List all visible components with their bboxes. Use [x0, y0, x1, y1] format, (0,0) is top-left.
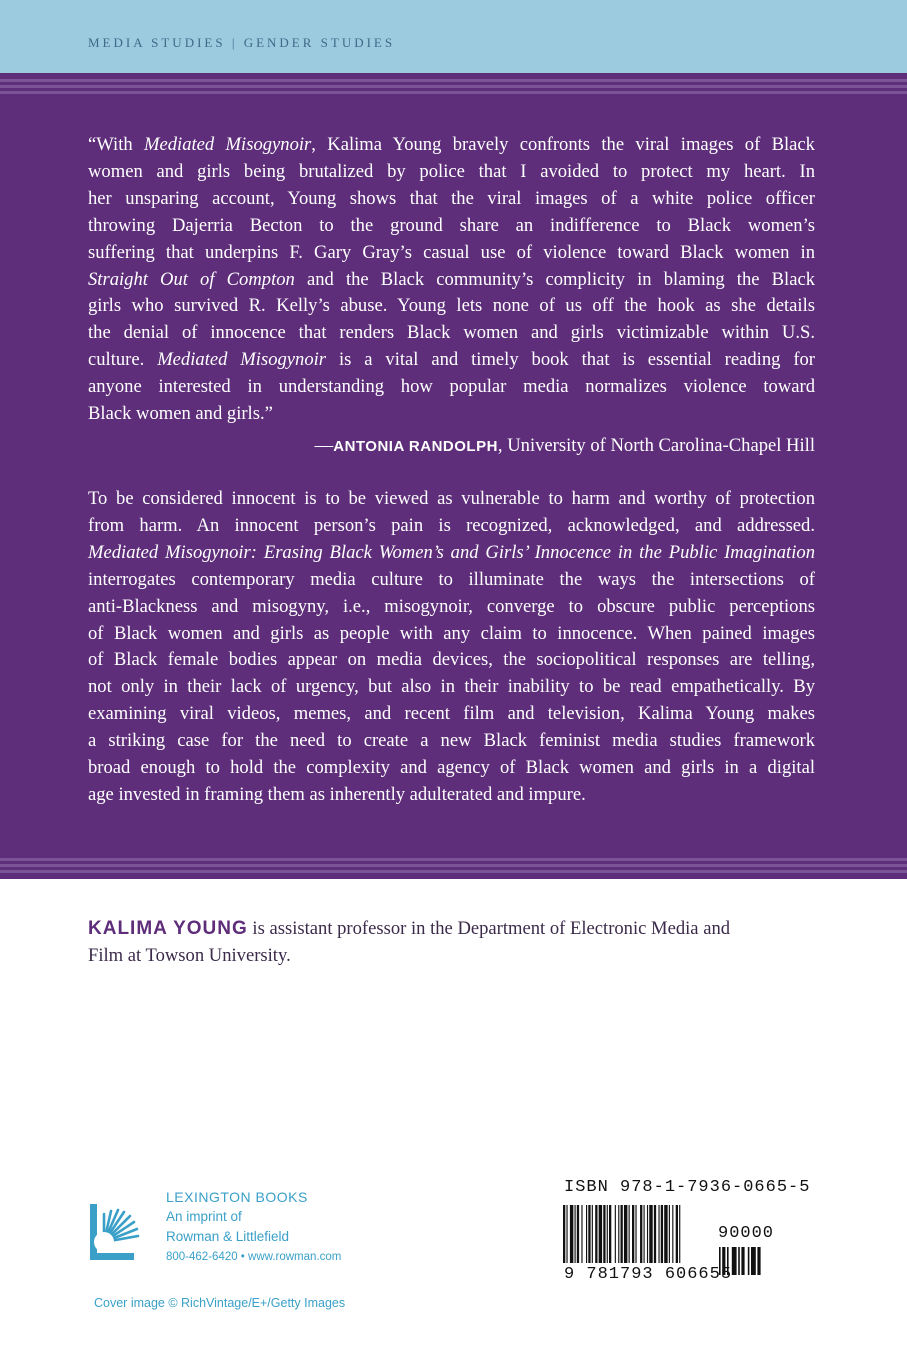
description-line: examining viral videos, memes, and recent film and television, Kalima Young makes	[88, 703, 815, 725]
description-line: of Black women and girls as people with any claim to innocence. When pained images	[88, 622, 815, 644]
quote-line: the denial of innocence that renders Black women and girls victimizable within U.S.	[88, 322, 815, 344]
description-line: interrogates contemporary media culture to illuminate the ways the intersections of	[88, 568, 815, 590]
decorative-stripe	[0, 870, 907, 873]
italic-title: Mediated Misogynoir	[157, 349, 327, 371]
quote-line: Black women and girls.”	[88, 403, 273, 425]
decorative-stripe	[0, 85, 907, 88]
italic-title: Straight Out of Compton	[88, 268, 295, 290]
author-bio-text: is assistant professor in the Department of Electronic Media and	[247, 918, 731, 939]
quote-line: culture. Mediated Misogynoir is a vital and timely book that is essential reading for	[88, 349, 815, 371]
description-line	[88, 540, 815, 567]
decorative-stripe	[0, 91, 907, 94]
quote-line: her unsparing account, Young shows that the viral images of a white police officer	[88, 187, 815, 209]
italic-title: Mediated Misogynoir: Erasing Black Women’s and Girls’ Innocence in the Public Imagination	[88, 541, 815, 563]
description-line: broad enough to hold the complexity and agency of Black women and girls in a digital	[88, 757, 815, 779]
description-line: To be considered innocent is to be viewed as vulnerable to harm and worthy of protection	[88, 488, 815, 509]
author-bio-line: Film at Towson University.	[88, 945, 291, 966]
isbn-number: ISBN 978-1-7936-0665-5	[564, 1178, 811, 1197]
publisher-logo-icon	[88, 1192, 144, 1262]
author-name: KALIMA YOUNG	[88, 918, 248, 939]
attribution-name: ANTONIA RANDOLPH	[333, 438, 498, 455]
publisher-contact: 800-462-6420 • www.rowman.com	[166, 1251, 342, 1263]
quote-line: women and girls being brutalized by police that I avoided to protect my heart. In	[88, 160, 815, 182]
author-bio-line	[88, 915, 815, 942]
description-line: a striking case for the need to create a new Black feminist media studies framework	[88, 730, 815, 752]
barcode-digits: 9 781793 606655	[564, 1265, 733, 1284]
decorative-stripe	[0, 864, 907, 867]
italic-title: Mediated Misogynoir	[144, 134, 312, 155]
decorative-stripe	[0, 858, 907, 861]
quote-line: Straight Out of Compton and the Black community’s complicity in blaming the Black	[88, 268, 815, 290]
publisher-name: LEXINGTON BOOKS	[166, 1189, 308, 1205]
publisher-parent: Rowman & Littlefield	[166, 1229, 290, 1244]
attribution-affiliation: , University of North Carolina-Chapel Hill	[497, 435, 815, 456]
endorsement-quote	[88, 132, 815, 428]
publisher-info	[166, 1187, 341, 1267]
quote-line: anyone interested in understanding how popular media normalizes violence toward	[88, 376, 815, 398]
quote-line: throwing Dajerria Becton to the ground share an indifference to Black women’s	[88, 214, 815, 236]
category-label: MEDIA STUDIES | GENDER STUDIES	[88, 35, 396, 50]
publisher-imprint: An imprint of	[166, 1209, 242, 1224]
description-line: anti-Blackness and misogyny, i.e., misogynoir, converge to obscure public perceptions	[88, 595, 815, 617]
quote-line: “With Mediated Misogynoir, Kalima Young bravely confronts the viral images of Black	[88, 134, 815, 155]
decorative-stripe	[0, 79, 907, 82]
author-bio	[88, 915, 815, 969]
description-line: of Black female bodies appear on media devices, the sociopolitical responses are telling,	[88, 649, 815, 671]
cover-credit: Cover image © RichVintage/E+/Getty Images	[94, 1296, 346, 1310]
description-line: age invested in framing them as inherently adulterated and impure.	[88, 783, 586, 805]
description-line: not only in their lack of urgency, but also in their inability to be read empathetically. By	[88, 676, 815, 698]
quote-line: girls who survived R. Kelly’s abuse. Young lets none of us off the hook as she details	[88, 295, 815, 317]
price-code: 90000	[718, 1224, 775, 1243]
book-description	[88, 486, 815, 809]
quote-line: suffering that underpins F. Gary Gray’s casual use of violence toward Black women in	[88, 241, 815, 263]
description-line: from harm. An innocent person’s pain is recognized, acknowledged, and addressed.	[88, 514, 815, 536]
attribution-dash: —	[314, 435, 334, 456]
quote-attribution	[88, 432, 815, 460]
